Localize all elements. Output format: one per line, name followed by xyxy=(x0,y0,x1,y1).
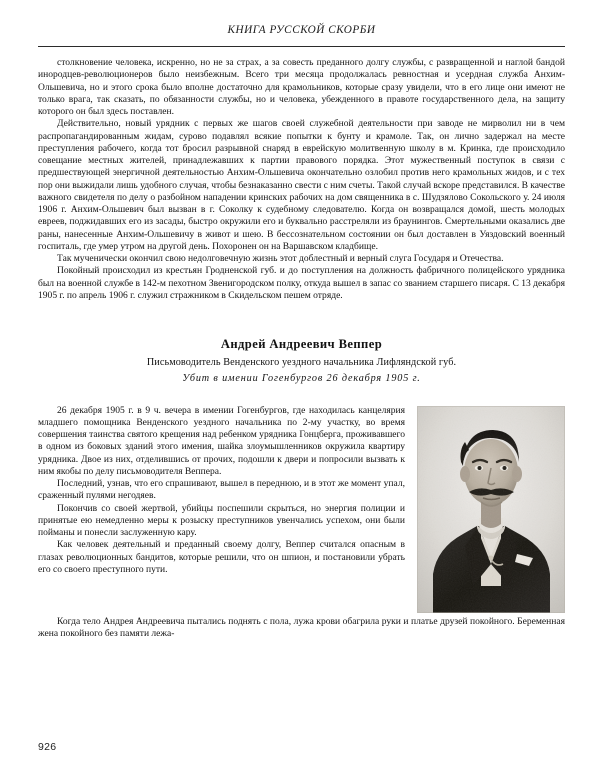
paragraph: Как человек деятельный и преданный своему долгу, Веппер считался опасным в глазах революционных бандитов, которые решили, что он шпион, и постановили убрать его со своего преступного пути. xyxy=(38,539,405,575)
paragraph: 26 декабря 1905 г. в 9 ч. вечера в имении Гогенбургов, где находилась канцелярия младшего помощника Венденского уездного начальника по 2-му участку, во время совершения таинства святого крещения над ребенком урядника Гонцберга, проживавшего в одном из боковых зданий этого имения, шайка злоумышленников окружила квартиру урядника. Двое из них, отделившись от прочих, подошли к двери и попросили вызвать к ним якобы по делу письмоводителя Веппера. xyxy=(38,404,405,477)
header-rule xyxy=(38,46,565,47)
running-header: КНИГА РУССКОЙ СКОРБИ xyxy=(227,24,376,36)
paragraph: Покойный происходил из крестьян Гродненской губ. и до поступления на должность фабричного полицейского урядника был на военной службе в 142-м пехотном Звенигородском полку, откуда вышел в запас со званием старшего писаря. С 13 декабря 1905 г. по апрель 1906 г. служил стражником в Скидельском пешем отряде. xyxy=(38,265,565,301)
paragraph: столкновение человека, искренно, но не за страх, а за совесть преданного долгу службы, с развращенной и наглой бандой инородцев-революционеров было неизбежным. Всего три месяца продолжалась ревностная и усердная служба Анхим-Ольшевича, но и этого срока было вполне достаточно для крамольников, которые сразу увидели, что в его лице они имеют не только врага, так сказать, по обязанности службы, но и человека, убежденного в правоте государственного дела, на защиту которого он был здесь поставлен. xyxy=(38,57,565,117)
article-death-note: Убит в имении Гогенбургов 26 декабря 1905 г. xyxy=(182,372,421,384)
article-body xyxy=(38,405,565,641)
article-subtitle: Письмоводитель Венденского уездного начальника Лифляндской губ. xyxy=(146,357,457,368)
article-heading-block xyxy=(38,336,565,386)
article-title: Андрей Андреевич Веппер xyxy=(220,337,383,351)
paragraph: Когда тело Андрея Андреевича пытались поднять с пола, лужа крови обагрила руки и платье друзей покойного. Беременная жена покойного без памяти лежа- xyxy=(38,615,565,639)
portrait-photo xyxy=(417,406,565,613)
portrait-photo-image xyxy=(417,406,565,613)
paragraph: Последний, узнав, что его спрашивают, вышел в переднюю, и в этот же момент упал, сраженный пулями негодяев. xyxy=(38,478,405,502)
page-number: 926 xyxy=(38,741,57,753)
text-column xyxy=(38,57,565,640)
paragraph: Действительно, новый урядник с первых же шагов своей служебной деятельности при заводе не мирволил ни в чем распропагандированным жидам, сурово подавлял всякие попытки к бунту и крамоле. Так, он лично задержал на месте преступления рабочего, когда тот бросил разрывной снаряд в еврейскую молитвенную школу в м. Кринка, где происходило совещание местных жителей, принадлежавших к партии правового порядка. Этот мужественный поступок в связи с предшествующей энергичной деятельностью Анхим-Ольшевича окончательно озлобил против него крамольных жидов, и с тех пор они выжидали лишь удобного случая, чтобы безнаказанно свести с ним счеты. Такой случай вскоре представился. В качестве важного свидетеля по делу о разбойном нападении кринских рабочих на дом священника в с. Шудзялово Сокольского у. 24 июля 1906 г. Анхим-Ольшевич был вызван в г. Соколку к судебному следователю. Когда он возвращался домой, шесть молодых евреев, поджидавших его из засады, быстро окружили его и буквально расстреляли из браунингов. Смертельными оказались две раны, нанесенные Анхим-Ольшевичу в живот и шею. В бессознательном состоянии он был доставлен в Уяздовский военный госпиталь, где умер утром на другой день. Похоронен он на Варшавском кладбище. xyxy=(38,118,565,252)
paragraph: Так мученически окончил свою недолговечную жизнь этот доблестный и верный слуга Государя и Отечества. xyxy=(57,253,504,264)
paragraph: Покончив со своей жертвой, убийцы поспешили скрыться, но энергия полиции и принятые ею немедленно меры к розыску преступников увенчались успехом, они были пойманы и понесли заслуженную кару. xyxy=(38,502,405,538)
